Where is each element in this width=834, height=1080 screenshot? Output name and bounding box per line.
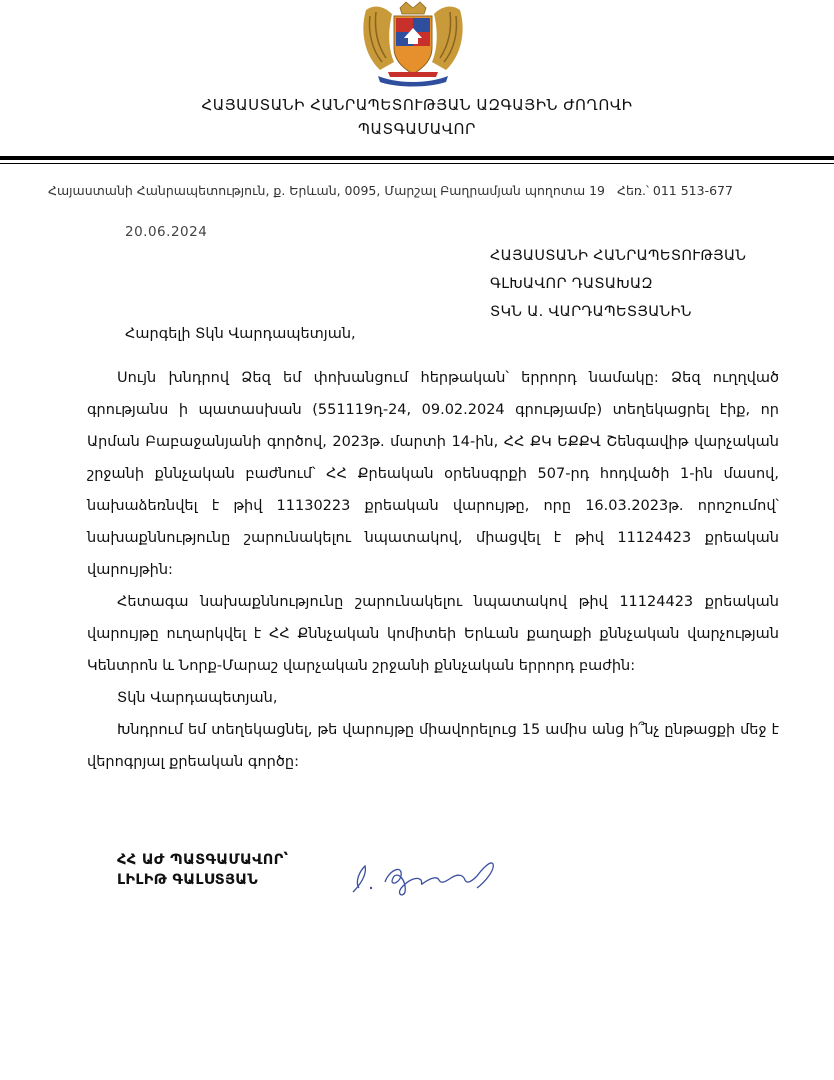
- signer-name: ԼԻԼԻԹ ԳԱԼՍՏՅԱՆ: [117, 872, 259, 888]
- header-divider-thin: [0, 163, 834, 164]
- address-line: [48, 183, 733, 198]
- body-paragraph-4: Խնդրում եմ տեղեկացնել, թե վարույթը միավորելուց 15 ամիս անց ի՞նչ ընթացքի մեջ է վերոգրյալ քրեական գործը:: [87, 722, 779, 770]
- recipient-line-3: ՏԿՆ Ա. ՎԱՐԴԱՊԵՏՅԱՆԻՆ: [490, 304, 692, 320]
- postal-address: Հայաստանի Հանրապետություն, ք. Երևան, 0095, Մարշալ Բաղրամյան պողոտա 19: [48, 183, 606, 198]
- letter-body: [87, 362, 779, 778]
- recipient-block: [490, 242, 746, 326]
- organization-subtitle: ՊԱՏԳԱՄԱՎՈՐ: [358, 120, 476, 138]
- phone-number: Հեռ.՝ 011 513-677: [617, 183, 733, 198]
- handwritten-signature: [345, 852, 505, 898]
- body-paragraph-1: Սույն խնդրով Ձեզ եմ փոխանցում հերթական՝ երրորդ նամակը: Ձեզ ուղղված գրությանս ի պատասխան (551119դ-24, 09.02.2024 գրությամբ) տեղեկացրել էիք, որ Արման Բաբաջանյանի գործով, 2023թ. մարտի 14-ին, ՀՀ ՔԿ ԵՔՔՎ Շենգավիթ վարչական շրջանի քննչական բաժնում՝ ՀՀ Քրեական օրենսգրքի 507-րդ հոդվածի 1-ին մասով, նախաձեռնվել է թիվ 11130223 քրեական վարույթը, որը 16.03.2023թ. որոշումով՝ նախաքննությունը շարունակելու նպատակով, միացվել է թիվ 11124423 քրեական վարույթին:: [87, 370, 779, 578]
- body-paragraph-2: Հետագա նախաքննությունը շարունակելու նպատակով թիվ 11124423 քրեական վարույթը ուղարկվել է ՀՀ Քննչական կոմիտեի Երևան քաղաքի քննչական վարչության Կենտրոն և Նորք-Մարաշ վարչական շրջանի քննչական երրորդ բաժին:: [87, 594, 779, 674]
- organization-title: ՀԱՅԱՍՏԱՆԻ ՀԱՆՐԱՊԵՏՈՒԹՅԱՆ ԱԶԳԱՅԻՆ ԺՈՂՈՎԻ: [201, 96, 633, 114]
- body-paragraph-3: Տկն Վարդապետյան,: [117, 690, 278, 706]
- salutation: Հարգելի Տկն Վարդապետյան,: [125, 326, 356, 342]
- recipient-line-2: ԳԼԽԱՎՈՐ ԴԱՏԱԽԱԶ: [490, 276, 653, 292]
- header-divider-thick: [0, 156, 834, 160]
- signer-title: ՀՀ ԱԺ ՊԱՏԳԱՄԱՎՈՐ՝: [117, 852, 289, 868]
- recipient-line-1: ՀԱՅԱՍՏԱՆԻ ՀԱՆՐԱՊԵՏՈՒԹՅԱՆ: [490, 248, 747, 264]
- coat-of-arms-emblem: [358, 0, 468, 90]
- signer-block: [117, 850, 288, 890]
- letter-date: 20.06.2024: [125, 224, 208, 240]
